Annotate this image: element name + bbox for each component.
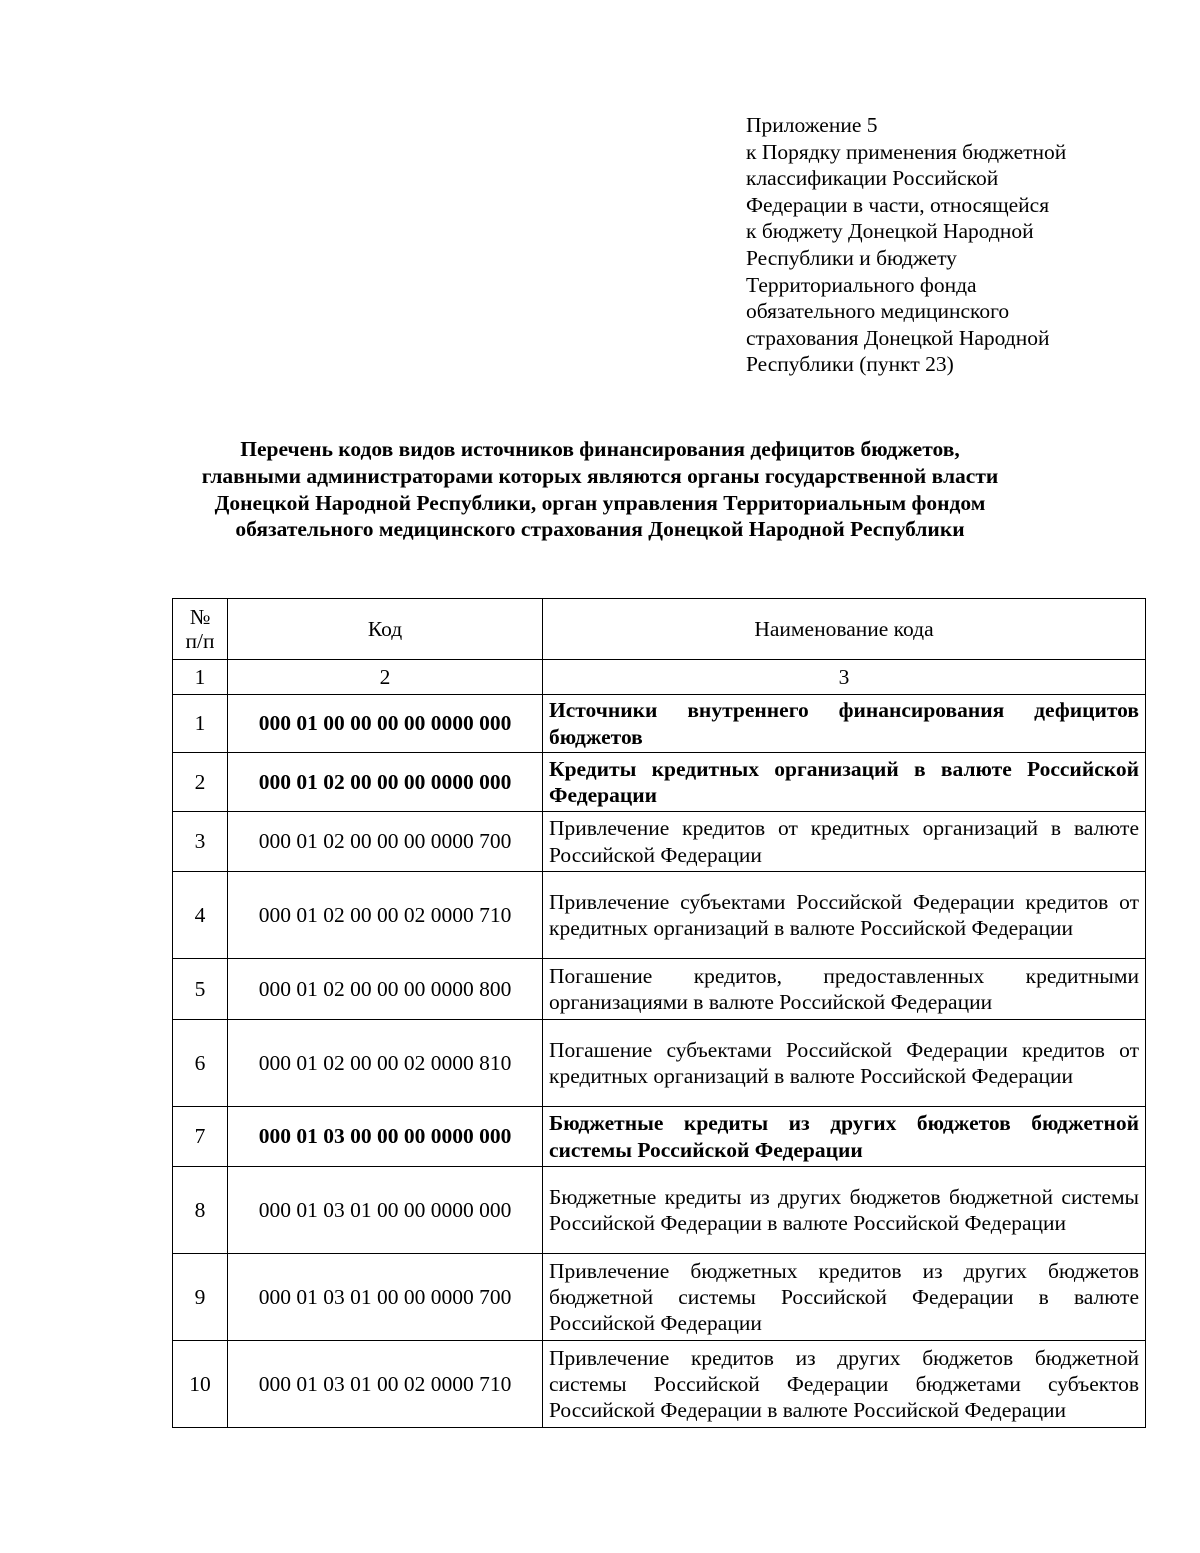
appendix-block	[746, 112, 1166, 378]
column-numbers-row	[173, 660, 1146, 695]
row-name: Привлечение субъектами Российской Федерации кредитов от кредитных организаций в валюте Российской Федерации	[543, 872, 1146, 959]
row-number: 1	[173, 695, 228, 753]
header-number-abbr: п/п	[185, 629, 215, 653]
table-row	[173, 1167, 1146, 1254]
row-code: 000 01 03 01 00 02 0000 710	[228, 1341, 543, 1428]
table-row	[173, 1020, 1146, 1107]
title-line: Перечень кодов видов источников финансирования дефицитов бюджетов,	[240, 437, 960, 461]
column-number: 3	[543, 660, 1146, 695]
row-number: 8	[173, 1167, 228, 1254]
row-number: 9	[173, 1254, 228, 1341]
table-row	[173, 695, 1146, 753]
row-name: Привлечение кредитов от кредитных организаций в валюте Российской Федерации	[543, 812, 1146, 872]
appendix-line: Федерации в части, относящейся	[746, 192, 1050, 217]
row-code: 000 01 02 00 00 02 0000 810	[228, 1020, 543, 1107]
row-number: 6	[173, 1020, 228, 1107]
appendix-line: Приложение 5	[746, 113, 878, 137]
table-row	[173, 872, 1146, 959]
table-row	[173, 812, 1146, 872]
table-row	[173, 1107, 1146, 1167]
row-number: 2	[173, 753, 228, 812]
appendix-line: Республики и бюджету	[746, 245, 957, 270]
appendix-line: классификации Российской	[746, 166, 999, 191]
appendix-line: Республики (пункт 23)	[746, 352, 954, 377]
row-name: Бюджетные кредиты из других бюджетов бюджетной системы Российской Федерации	[543, 1107, 1146, 1167]
header-number	[173, 599, 228, 660]
row-number: 10	[173, 1341, 228, 1428]
row-number: 4	[173, 872, 228, 959]
row-code: 000 01 02 00 00 02 0000 710	[228, 872, 543, 959]
row-number: 5	[173, 959, 228, 1020]
row-code: 000 01 02 00 00 00 0000 700	[228, 812, 543, 872]
row-name: Источники внутреннего финансирования дефицитов бюджетов	[543, 695, 1146, 753]
row-code: 000 01 00 00 00 00 0000 000	[228, 695, 543, 753]
appendix-line: к бюджету Донецкой Народной	[746, 219, 1034, 244]
table-row	[173, 959, 1146, 1020]
column-number: 1	[173, 660, 228, 695]
appendix-line: обязательного медицинского	[746, 299, 1010, 324]
table-header-row	[173, 599, 1146, 660]
appendix-line: страхования Донецкой Народной	[746, 325, 1050, 350]
row-code: 000 01 03 01 00 00 0000 700	[228, 1254, 543, 1341]
column-number: 2	[228, 660, 543, 695]
title-line: главными администраторами которых являются органы государственной власти	[201, 463, 999, 488]
row-code: 000 01 03 00 00 00 0000 000	[228, 1107, 543, 1167]
header-name: Наименование кода	[543, 599, 1146, 660]
row-name: Кредиты кредитных организаций в валюте Российской Федерации	[543, 753, 1146, 812]
row-code: 000 01 02 00 00 00 0000 000	[228, 753, 543, 812]
appendix-line: к Порядку применения бюджетной	[746, 139, 1067, 164]
table-row	[173, 753, 1146, 812]
codes-table	[172, 598, 1146, 1428]
row-name: Погашение субъектами Российской Федерации кредитов от кредитных организаций в валюте Российской Федерации	[543, 1020, 1146, 1107]
header-code: Код	[228, 599, 543, 660]
appendix-line: Территориального фонда	[746, 272, 977, 297]
row-number: 3	[173, 812, 228, 872]
title-line: Донецкой Народной Республики, орган управления Территориальным фондом	[214, 490, 986, 515]
table-row	[173, 1254, 1146, 1341]
row-name: Привлечение кредитов из других бюджетов бюджетной системы Российской Федерации бюджетами субъектов Российской Федерации в валюте Российской Федерации	[543, 1341, 1146, 1428]
row-name: Привлечение бюджетных кредитов из других бюджетов бюджетной системы Российской Федерации в валюте Российской Федерации	[543, 1254, 1146, 1341]
title-line: обязательного медицинского страхования Донецкой Народной Республики	[235, 517, 965, 542]
row-number: 7	[173, 1107, 228, 1167]
table-row	[173, 1341, 1146, 1428]
header-number-symbol: №	[189, 605, 211, 629]
row-name: Бюджетные кредиты из других бюджетов бюджетной системы Российской Федерации в валюте Российской Федерации	[543, 1167, 1146, 1254]
document-title	[130, 436, 1070, 543]
row-code: 000 01 03 01 00 00 0000 000	[228, 1167, 543, 1254]
row-code: 000 01 02 00 00 00 0000 800	[228, 959, 543, 1020]
row-name: Погашение кредитов, предоставленных кредитными организациями в валюте Российской Федерации	[543, 959, 1146, 1020]
